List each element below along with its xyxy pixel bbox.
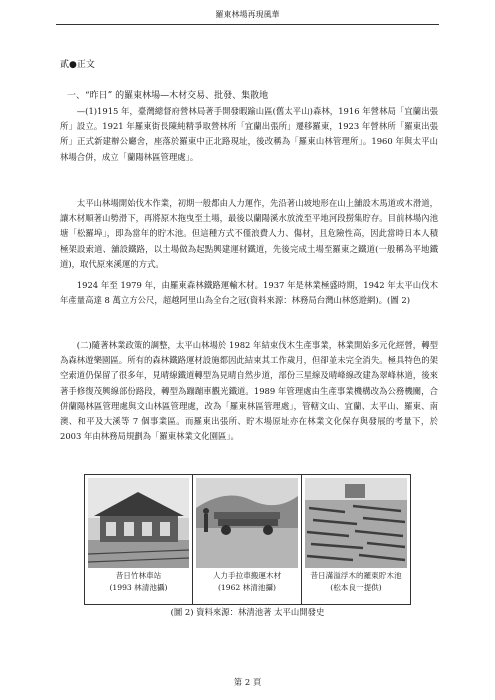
page-number: 第 2 頁 [233,677,262,687]
caption-log-pond-credit: (松本良一提供) [330,583,382,592]
caption-log-cart-title: 人力手拉車搬運木材 [212,571,282,580]
subsection-heading: 一、“昨日” 的羅東林場—木材交易、批發、集散地 [67,91,269,101]
paragraph-2: 太平山林場開始伐木作業，初期一般都由人力運作，先沿著山坡地形在山上舖設木馬道或木滑道，讓木材順著山勢滑下，再將原木拖曳至土場，最後以蘭陽溪水放流至平地河段撈集貯存。目前林場內池塘「松羅埠」，即為當年的貯木池。但這種方式不僅浪費人力、傷材，且危險性高，因此當時日本人積極架設索道、舖設鐵路，以土場做為起點興建運材鐵道，先後完成土場至羅東之鐵道(一般稱為平地鐵道)，取代原來溪運的方式。 [60,198,438,269]
log-cart-photo-icon [196,478,298,568]
figure-cell-log-pond [302,475,410,604]
log-pond-photo-icon [305,478,407,568]
station-photo-icon [88,478,189,568]
caption-log-pond-title: 昔日滿溢浮木的羅東貯木池 [310,571,402,580]
photo-figure [84,474,411,605]
paragraph-3: 1924 年至 1979 年，由羅東森林鐵路運輸木材。1937 年是林業極盛時期，1942 年太平山伐木年產量高達 8 萬立方公尺，超越阿里山為全台之冠(資料來源：林務局台灣山林悠遊網)。(圖 2) [60,280,438,306]
figure-caption: (圖 2) 資料來源：林清池著 太平山開發史 [170,607,325,617]
caption-station-credit: (1993 林清池攝) [109,583,168,592]
caption-log-cart-credit: (1962 林清池攝) [217,583,277,592]
figure-cell-station [85,475,193,604]
paragraph-1: —(1)1915 年，臺灣總督府營林局著手開發暇踰山區(舊太平山)森林，1916 年營林局「宜蘭出張所」設立。1921 年羅東街長陳純精爭取營林所「宜蘭出張所」遷移羅東，1923 年營林所「羅東出張所」正式新建辦公廳舍，座落於羅東中正北路現址，後改稱為「羅東山林管理所」。1960 年與太平山林場合併，成立「蘭陽林區管理處」。 [60,106,438,162]
paragraph-4: (二)隨著林業政策的調整，太平山林場於 1982 年結束伐木生產事業，林業開始多元化經營，轉型為森林遊樂園區。所有的森林鐵路運材設施都因此結束其工作歲月，但卻並未完全消失。極具特色的架空索道仍保留了很多年，見晴線鐵道轉型為見晴自然步道，部份三星線及晴峰線改建為翠峰林道，後來著手修復茂興線部份路段，轉型為蹦蹦車觀光鐵道。1989 年管理處由生產事業機構改為公務機關，合併蘭陽林區管理處與文山林區管理處，改為「羅東林區管理處」，管轄文山、宜蘭、太平山、羅東、南澳、和平及大溪等 7 個事業區。而羅東出張所、貯木場原址亦在林業文化保存與發展的考量下，於 2003 年由林務局規劃為「羅東林業文化園區」。 [60,340,438,442]
figure-cell-log-cart [193,475,302,604]
section-heading: 貳●正文 [60,60,95,70]
header-title: 羅東林場再現風華 [215,10,280,19]
page-header [56,8,439,25]
caption-station-title: 昔日竹林車站 [115,571,162,580]
